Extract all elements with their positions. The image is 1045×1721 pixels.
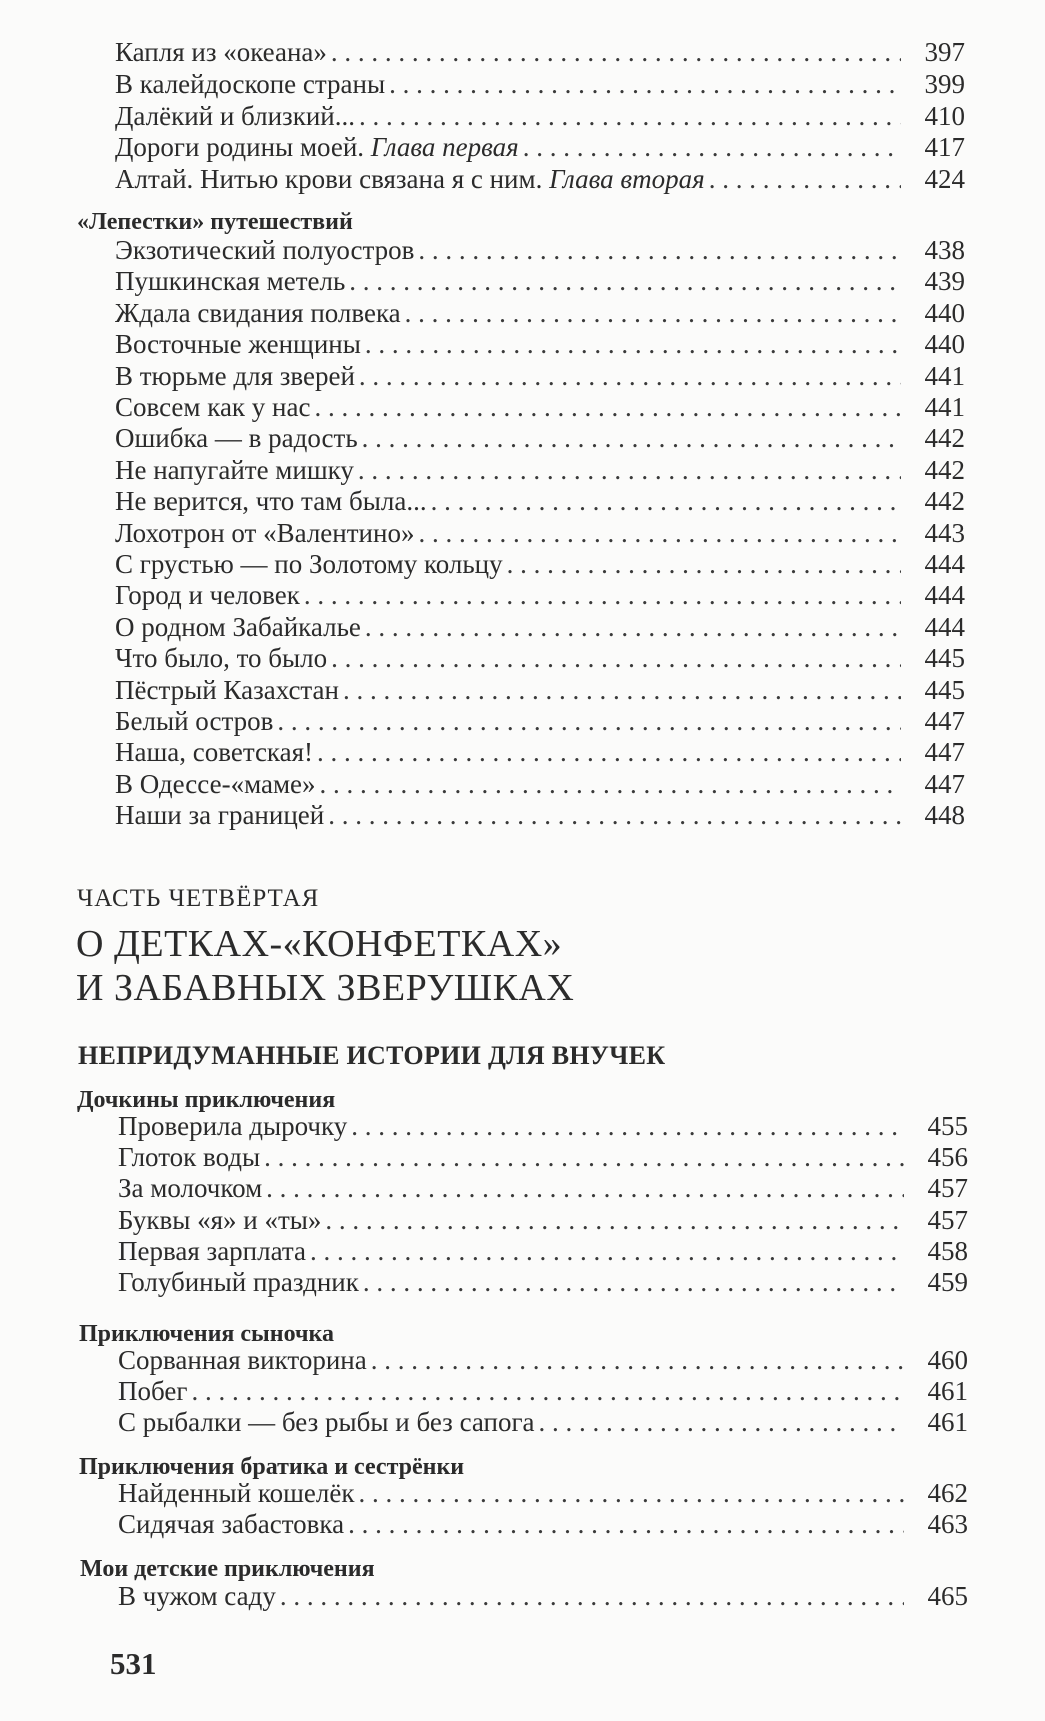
part-title-line: И ЗАБАВНЫХ ЗВЕРУШКАХ <box>76 967 575 1009</box>
entry-page: 442 <box>924 423 965 454</box>
entry-title: Проверила дырочку <box>118 1111 348 1141</box>
toc-entry <box>118 1375 968 1407</box>
leader-dots <box>523 131 901 163</box>
toc-entry <box>118 1477 968 1509</box>
leader-dots <box>317 736 901 768</box>
entry-title: Пёстрый Казахстан <box>115 674 339 705</box>
leader-dots <box>331 36 901 68</box>
toc-entry <box>115 297 965 329</box>
entry-title <box>115 131 519 163</box>
toc-entry <box>118 1344 968 1376</box>
part-subheading: НЕПРИДУМАННЫЕ ИСТОРИИ ДЛЯ ВНУЧЕК <box>78 1041 666 1070</box>
leader-dots <box>418 517 901 549</box>
leader-dots <box>431 485 901 517</box>
entry-title <box>115 163 705 195</box>
entry-title: Экзотический полуостров <box>115 235 415 265</box>
toc-entry <box>118 1580 968 1612</box>
leader-dots <box>277 705 901 737</box>
leader-dots <box>310 1235 904 1267</box>
entry-title: Побег <box>118 1376 188 1407</box>
entry-title: Сорванная викторина <box>118 1345 367 1375</box>
section-heading-daughter: Дочкины приключения <box>77 1087 336 1113</box>
entry-page: 461 <box>927 1407 968 1438</box>
entry-page: 440 <box>924 329 965 360</box>
leader-dots <box>328 799 901 831</box>
part-label: ЧАСТЬ ЧЕТВЁРТАЯ <box>77 885 320 912</box>
toc-entry <box>115 163 965 195</box>
toc-entry <box>115 611 965 643</box>
entry-title: С рыбалки — без рыбы и без сапога <box>118 1407 535 1438</box>
entry-title-text: Алтай. Нитью крови связана я с ним. <box>115 164 550 194</box>
entry-page: 439 <box>924 266 965 297</box>
entry-title-text: Дороги родины моей. <box>115 132 371 162</box>
toc-entry <box>115 642 965 674</box>
entry-page: 456 <box>927 1142 968 1173</box>
leader-dots <box>405 297 901 329</box>
leader-dots <box>362 422 901 454</box>
entry-page: 441 <box>924 360 965 391</box>
entry-title: Белый остров <box>115 706 274 736</box>
toc-entry <box>115 328 965 360</box>
entry-title: Глоток воды <box>118 1142 261 1173</box>
toc-entry <box>118 1508 968 1540</box>
entry-title-italic: Глава первая <box>370 132 519 162</box>
entry-title: Восточные женщины <box>115 329 361 360</box>
entry-page: 458 <box>927 1235 968 1266</box>
leader-dots <box>266 1172 904 1204</box>
entry-title-italic: Глава вторая <box>549 164 705 194</box>
entry-page: 417 <box>924 132 965 162</box>
toc-entry <box>118 1266 968 1298</box>
toc-entry <box>118 1204 968 1236</box>
entry-page: 445 <box>924 674 965 705</box>
entry-title: Пушкинская метель <box>115 266 346 297</box>
leader-dots <box>191 1375 904 1407</box>
leader-dots <box>358 454 901 486</box>
toc-entry <box>115 705 965 737</box>
toc-entry <box>115 674 965 706</box>
toc-entry <box>115 548 965 580</box>
toc-entry <box>115 579 965 611</box>
entry-page: 424 <box>924 164 965 194</box>
leader-dots <box>539 1406 904 1438</box>
leader-dots <box>365 611 901 643</box>
toc-entry <box>115 736 965 768</box>
entry-title: Голубиный праздник <box>118 1267 359 1297</box>
toc-entry <box>115 360 965 392</box>
entry-page: 460 <box>927 1345 968 1375</box>
page-number: 531 <box>110 1646 157 1681</box>
entry-page: 444 <box>924 580 965 611</box>
leader-dots <box>359 1477 905 1509</box>
entry-title: В чужом саду <box>118 1581 276 1611</box>
entry-title: В тюрьме для зверей <box>115 360 355 391</box>
entry-title: Найденный кошелёк <box>118 1478 355 1508</box>
entry-page: 447 <box>924 706 965 736</box>
leader-dots <box>359 100 901 132</box>
toc-entry <box>115 100 965 132</box>
toc-entry <box>118 1406 968 1438</box>
entry-page: 462 <box>927 1478 968 1508</box>
entry-title: С грустью — по Золотому кольцу <box>115 549 503 579</box>
entry-title: В калейдоскопе страны <box>115 69 386 99</box>
entry-page: 459 <box>927 1267 968 1297</box>
entry-title: Капля из «океана» <box>115 37 327 67</box>
entry-page: 457 <box>927 1173 968 1204</box>
entry-page: 443 <box>924 517 965 548</box>
toc-entry <box>115 131 965 163</box>
leader-dots <box>363 1266 904 1298</box>
entry-page: 442 <box>924 454 965 485</box>
toc-entry <box>115 36 965 68</box>
entry-page: 444 <box>924 611 965 642</box>
entry-page: 457 <box>927 1204 968 1235</box>
leader-dots <box>280 1580 904 1612</box>
entry-title: Наша, советская! <box>115 737 314 768</box>
entry-page: 455 <box>927 1111 968 1141</box>
leader-dots <box>371 1344 904 1376</box>
leader-dots <box>349 265 901 297</box>
entry-title: Не напугайте мишку <box>115 454 354 485</box>
entry-page: 444 <box>924 549 965 579</box>
entry-title: Город и человек <box>115 580 300 611</box>
leader-dots <box>264 1141 904 1173</box>
entry-title: Наши за границей <box>115 800 325 831</box>
toc-entry <box>118 1172 968 1204</box>
entry-title: Ждала свидания полвека <box>115 297 401 328</box>
leader-dots <box>343 674 901 706</box>
entry-title: Не верится, что там была... <box>115 486 427 517</box>
entry-page: 397 <box>924 37 965 67</box>
toc-entry <box>118 1141 968 1173</box>
leader-dots <box>351 1110 904 1142</box>
section-heading-son: Приключения сыночка <box>79 1321 334 1347</box>
entry-title: Совсем как у нас <box>115 392 311 422</box>
entry-page: 447 <box>924 768 965 799</box>
toc-entry <box>115 391 965 423</box>
toc-entry <box>115 517 965 549</box>
leader-dots <box>325 1204 904 1236</box>
leader-dots <box>389 68 901 100</box>
leader-dots <box>314 391 901 423</box>
leader-dots <box>320 768 901 800</box>
entry-title: О родном Забайкалье <box>115 611 361 642</box>
toc-entry <box>115 68 965 100</box>
part-title-line: О ДЕТКАХ-«КОНФЕТКАХ» <box>76 923 563 965</box>
leader-dots <box>365 328 901 360</box>
entry-page: 438 <box>924 235 965 265</box>
toc-entry <box>115 265 965 297</box>
leader-dots <box>304 579 901 611</box>
entry-page: 410 <box>924 101 965 131</box>
section-heading-siblings: Приключения братика и сестрёнки <box>79 1454 465 1480</box>
entry-page: 463 <box>927 1509 968 1540</box>
entry-title: Далёкий и близкий... <box>115 101 355 131</box>
entry-page: 445 <box>924 643 965 674</box>
part-title <box>76 922 574 1010</box>
entry-title: В Одессе-«маме» <box>115 768 316 799</box>
entry-title: Сидячая забастовка <box>118 1509 345 1540</box>
entry-page: 441 <box>924 392 965 422</box>
entry-page: 448 <box>924 800 965 831</box>
entry-title: Буквы «я» и «ты» <box>118 1204 322 1235</box>
entry-page: 442 <box>924 486 965 517</box>
entry-title: Ошибка — в радость <box>115 423 358 454</box>
toc-entry <box>115 799 965 831</box>
toc-entry <box>115 422 965 454</box>
entry-page: 399 <box>924 69 965 99</box>
entry-page: 465 <box>927 1581 968 1611</box>
entry-title: Что было, то было <box>115 643 328 674</box>
toc-entry <box>115 485 965 517</box>
entry-page: 447 <box>924 737 965 768</box>
toc-entry <box>118 1235 968 1267</box>
leader-dots <box>507 548 901 580</box>
toc-entry <box>115 768 965 800</box>
toc-entry <box>118 1110 968 1142</box>
entry-title: Первая зарплата <box>118 1235 306 1266</box>
leader-dots <box>348 1508 904 1540</box>
leader-dots <box>709 163 901 195</box>
leader-dots <box>331 642 901 674</box>
leader-dots <box>359 360 901 392</box>
entry-title: Лохотрон от «Валентино» <box>115 517 415 548</box>
toc-entry <box>115 234 965 266</box>
entry-page: 440 <box>924 297 965 328</box>
section-heading-petals: «Лепестки» путешествий <box>77 209 353 235</box>
leader-dots <box>418 234 901 266</box>
entry-title: За молочком <box>118 1173 263 1204</box>
section-heading-mine: Мои детские приключения <box>80 1556 375 1582</box>
entry-page: 461 <box>927 1376 968 1407</box>
toc-entry <box>115 454 965 486</box>
